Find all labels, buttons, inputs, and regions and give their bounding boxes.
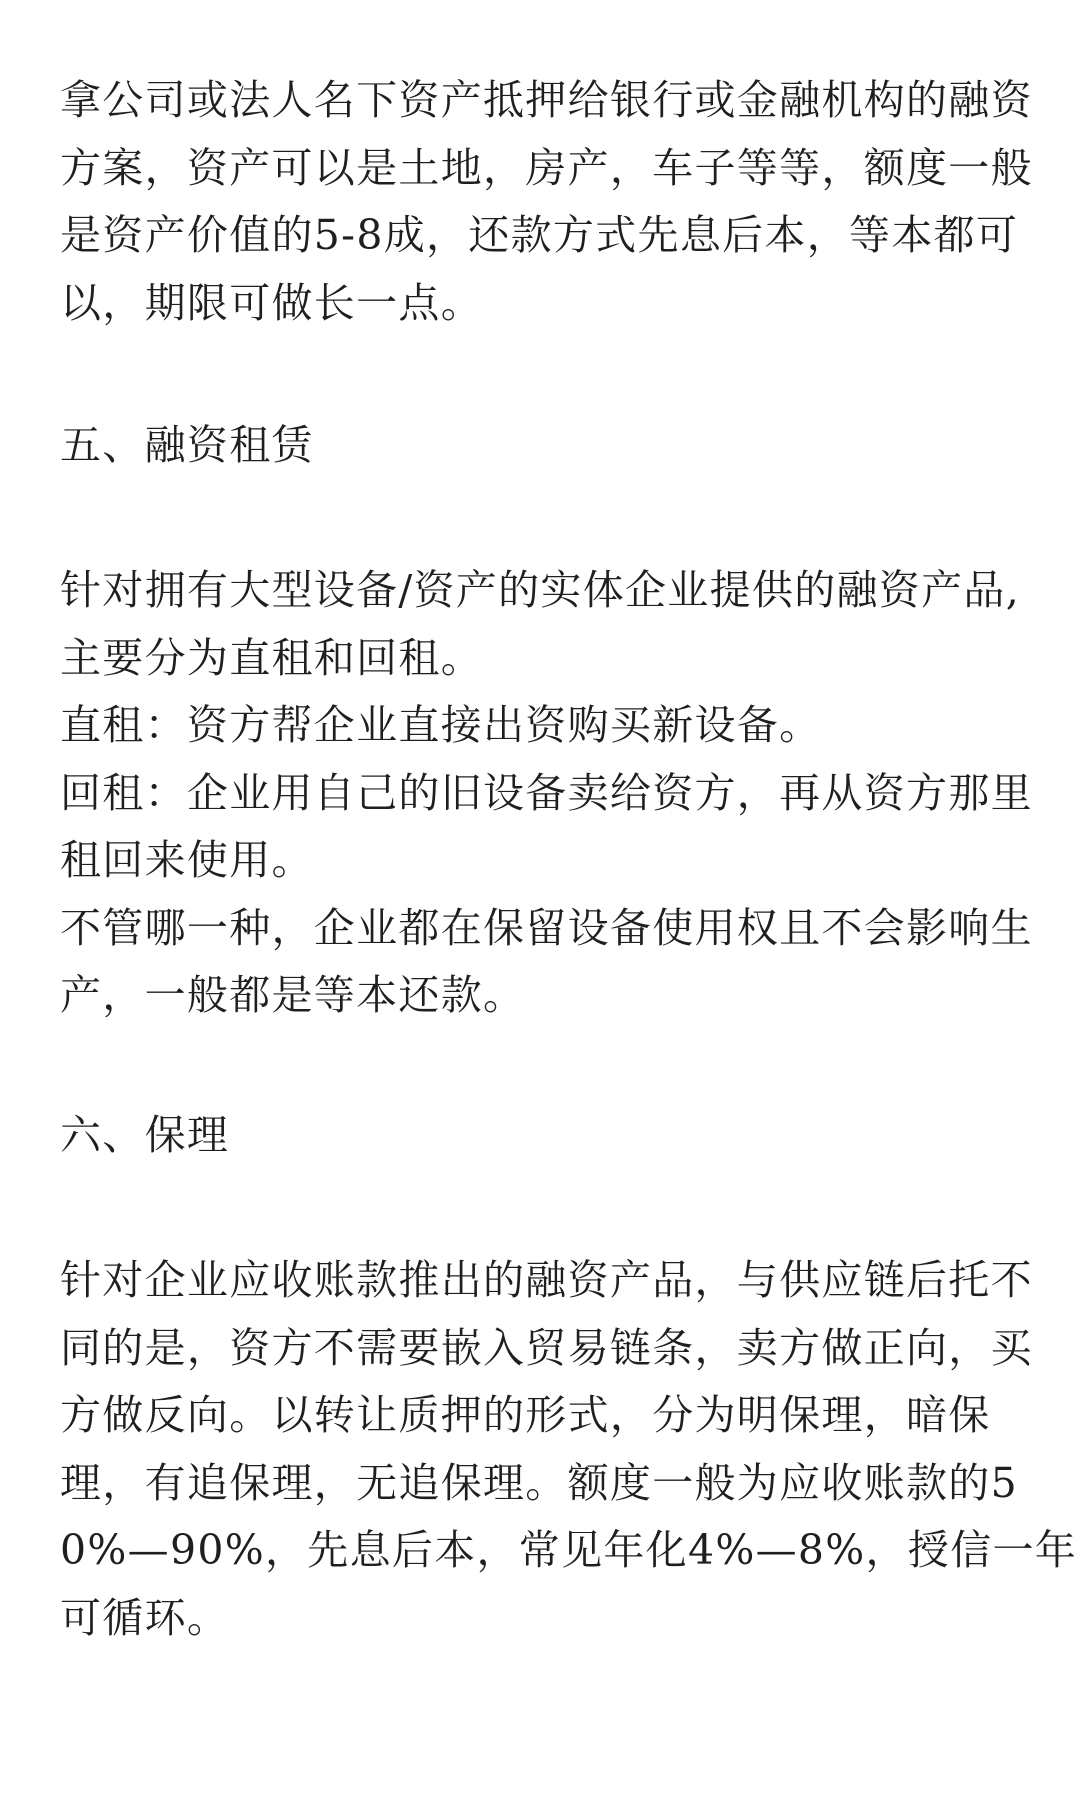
- leasing-paragraph-line: 直租：资方帮企业直接出资购买新设备。: [60, 701, 822, 749]
- leasing-paragraph-line: 主要分为直租和回租。: [60, 634, 483, 682]
- section-heading-factoring: 六、保理: [60, 1111, 230, 1159]
- leasing-paragraph-line: 不管哪一种，企业都在保留设备使用权且不会影响生: [60, 904, 1033, 952]
- factoring-paragraph-line: 理，有追保理，无追保理。额度一般为应收账款的5: [60, 1459, 1018, 1507]
- factoring-paragraph-line: 方做反向。以转让质押的形式，分为明保理，暗保: [60, 1391, 991, 1439]
- leasing-paragraph-line: 租回来使用。: [60, 836, 314, 884]
- intro-line: 拿公司或法人名下资产抵押给银行或金融机构的融资: [60, 76, 1033, 124]
- intro-line: 以，期限可做长一点。: [60, 279, 483, 327]
- factoring-paragraph-line: 0%—90%，先息后本，常见年化4%—8%，授信一年: [60, 1526, 1078, 1574]
- factoring-paragraph-line: 同的是，资方不需要嵌入贸易链条，卖方做正向，买: [60, 1324, 1033, 1372]
- leasing-paragraph-line: 针对拥有大型设备/资产的实体企业提供的融资产品,: [60, 566, 1021, 614]
- factoring-paragraph-line: 针对企业应收账款推出的融资产品，与供应链后托不: [60, 1256, 1033, 1304]
- leasing-paragraph-line: 回租：企业用自己的旧设备卖给资方，再从资方那里: [60, 769, 1033, 817]
- factoring-paragraph-line: 可循环。: [60, 1594, 230, 1642]
- intro-line: 是资产价值的5-8成，还款方式先息后本，等本都可: [60, 211, 1019, 259]
- intro-line: 方案，资产可以是土地，房产，车子等等，额度一般: [60, 144, 1033, 192]
- section-heading-financial-leasing: 五、融资租赁: [60, 421, 314, 469]
- leasing-paragraph-line: 产，一般都是等本还款。: [60, 971, 526, 1019]
